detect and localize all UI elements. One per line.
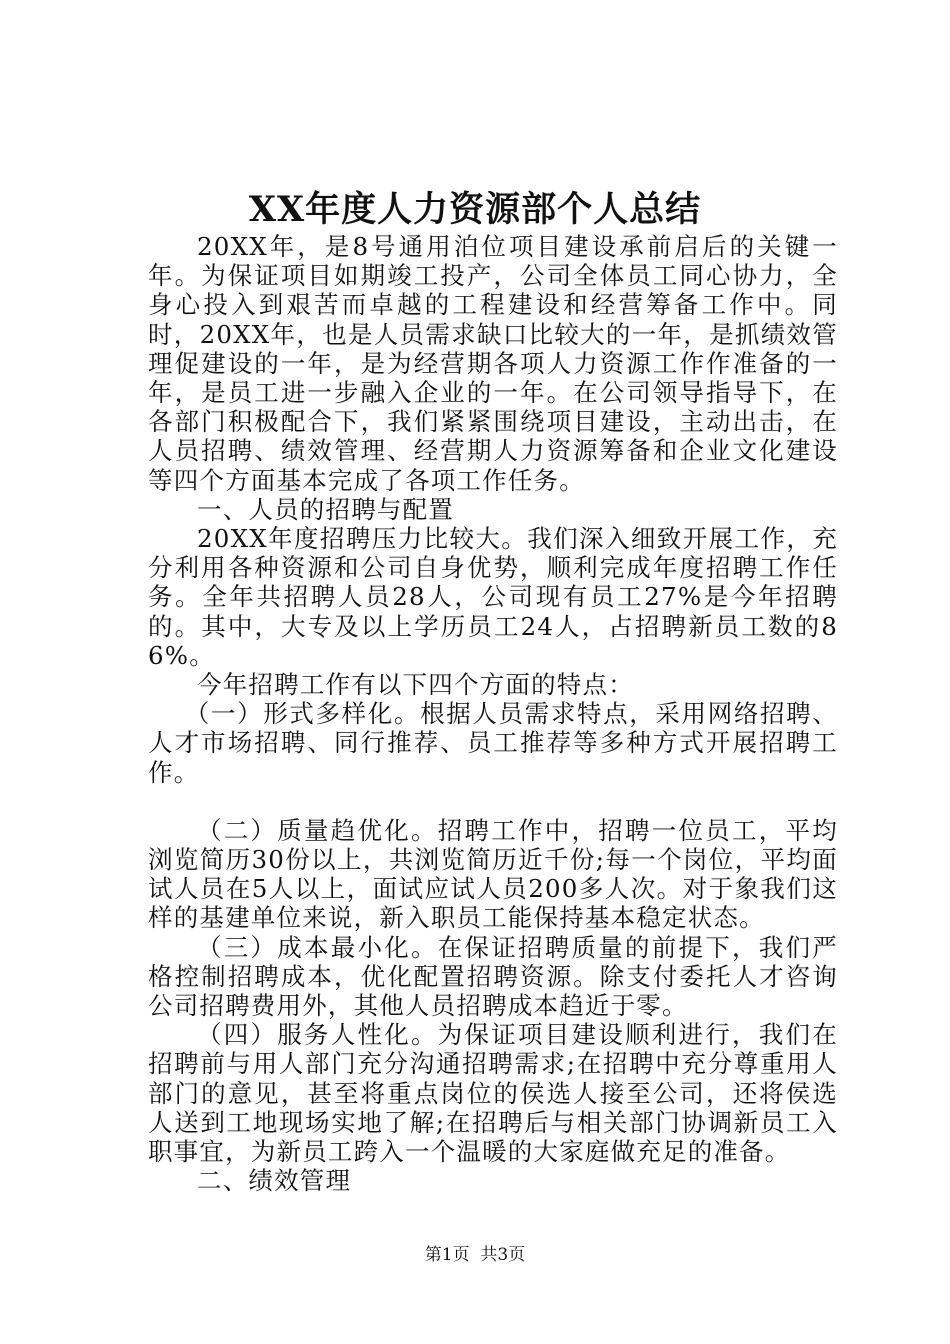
- section-heading-recruitment: 一、人员的招聘与配置: [197, 494, 454, 524]
- document-body: [148, 232, 838, 1196]
- paragraph-recruitment-summary: 20XX年度招聘压力比较大。我们深入细致开展工作，充分利用各种资源和公司自身优势，顺利完成年度招聘工作任务。全年共招聘人员28人，公司现有员工27%是今年招聘的。其中，大专及以上学历员工24人，占招聘新员工数的86%。: [148, 524, 838, 670]
- page-number: 第1页 共3页: [424, 1245, 526, 1265]
- section-heading-performance: 二、绩效管理: [197, 1166, 352, 1196]
- paragraph-intro: 20XX年，是8号通用泊位项目建设承前启后的关键一年。为保证项目如期竣工投产，公司全体员工同心协力，全身心投入到艰苦而卓越的工程建设和经营筹备工作中。同时，20XX年，也是人员需求缺口比较大的一年，是抓绩效管理促建设的一年，是为经营期各项人力资源工作作准备的一年，是员工进一步融入企业的一年。在公司领导指导下，在各部门积极配合下，我们紧紧围绕项目建设，主动出击，在人员招聘、绩效管理、经营期人力资源筹备和企业文化建设等四个方面基本完成了各项工作任务。: [148, 232, 838, 495]
- paragraph-feature-2: （二）质量趋优化。招聘工作中，招聘一位员工，平均浏览简历30份以上，共浏览简历近千份;每一个岗位，平均面试人员在5人以上，面试应试人员200多人次。对于象我们这样的基建单位来说，新入职员工能保持基本稳定状态。: [148, 815, 838, 933]
- page-footer: [0, 1244, 950, 1266]
- paragraph-feature-4: （四）服务人性化。为保证项目建设顺利进行，我们在招聘前与用人部门充分沟通招聘需求;在招聘中充分尊重用人部门的意见，甚至将重点岗位的侯选人接至公司，还将侯选人送到工地现场实地了解;在招聘后与相关部门协调新员工入职事宜，为新员工跨入一个温暖的大家庭做充足的准备。: [148, 1020, 838, 1167]
- paragraph-features-intro: 今年招聘工作有以下四个方面的特点：: [197, 670, 634, 700]
- paragraph-feature-1: （一）形式多样化。根据人员需求特点，采用网络招聘、人才市场招聘、同行推荐、员工推荐等多种方式开展招聘工作。: [148, 699, 838, 787]
- paragraph-feature-3: （三）成本最小化。在保证招聘质量的前提下，我们严格控制招聘成本，优化配置招聘资源。除支付委托人才咨询公司招聘费用外，其他人员招聘成本趋近于零。: [148, 932, 838, 1021]
- document-title: XX年度人力资源部个人总结: [248, 189, 702, 230]
